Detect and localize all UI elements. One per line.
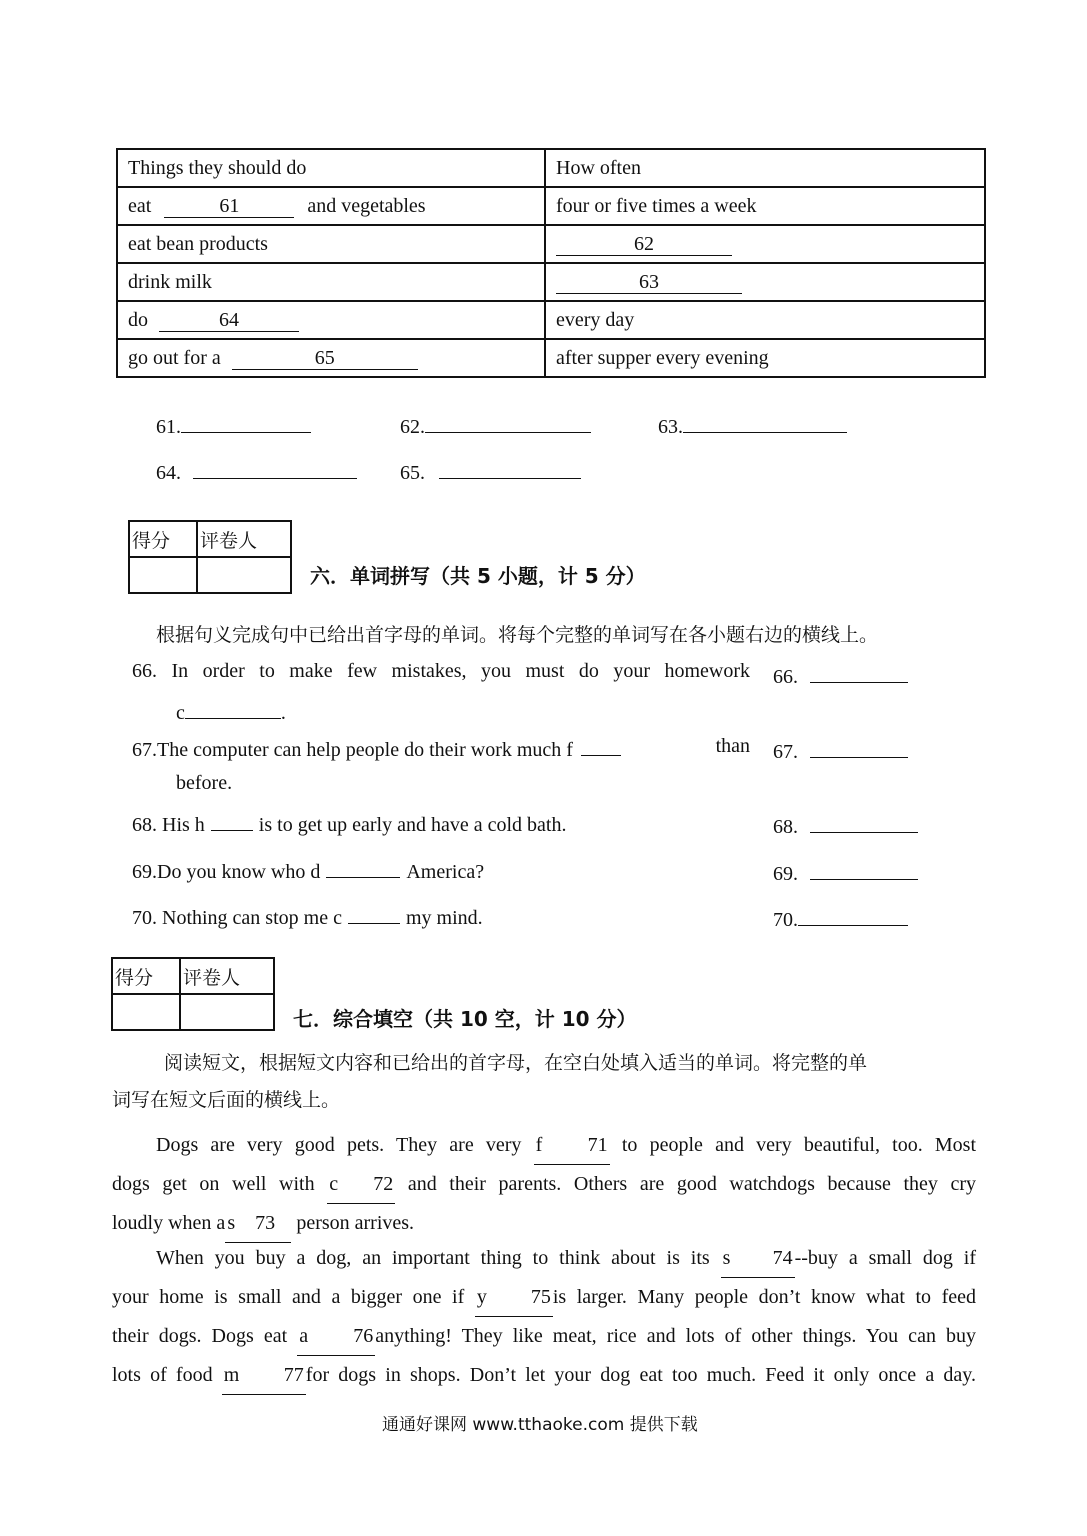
q67-line1: 67.The computer can help people do their work much f than bbox=[132, 735, 750, 761]
p2-line3: their dogs. Dogs eat a 76 anything! They like meat, rice and lots of other things. You can buy bbox=[112, 1317, 976, 1356]
blank-73: s 73 bbox=[225, 1204, 291, 1243]
table-row bbox=[117, 339, 985, 377]
answer-64: 64. bbox=[156, 456, 357, 485]
grader-cell[interactable] bbox=[197, 557, 291, 593]
answer-67: 67. bbox=[773, 735, 908, 764]
header-things: Things they should do bbox=[117, 149, 545, 187]
score-cell[interactable] bbox=[112, 994, 180, 1030]
blank-74: s 74 bbox=[721, 1239, 795, 1278]
score-box bbox=[111, 957, 275, 1031]
answer-66: 66. bbox=[773, 660, 908, 689]
answer-66-line[interactable] bbox=[810, 660, 908, 683]
answer-67-line[interactable] bbox=[810, 735, 908, 758]
blank-75: y 75 bbox=[475, 1278, 553, 1317]
blank-72: c 72 bbox=[327, 1165, 395, 1204]
passage-paragraph-1 bbox=[112, 1126, 976, 1243]
q69-inline-blank bbox=[326, 857, 400, 878]
row2-col1: eat bean products bbox=[117, 225, 545, 263]
answer-68: 68. bbox=[773, 810, 918, 839]
health-table bbox=[116, 148, 986, 378]
q70: 70. Nothing can stop me c my mind. bbox=[132, 903, 483, 930]
answer-64-line[interactable] bbox=[193, 456, 357, 479]
p1-line1: Dogs are very good pets. They are very f 71 to people and very beautiful, too. Most bbox=[112, 1126, 976, 1165]
answer-69: 69. bbox=[773, 857, 918, 886]
blank-62: 62 bbox=[556, 233, 732, 256]
answer-65: 65. bbox=[400, 456, 581, 485]
score-label: 得分 bbox=[112, 958, 180, 994]
answer-69-line[interactable] bbox=[810, 857, 918, 880]
q69: 69.Do you know who d America? bbox=[132, 857, 484, 884]
section7-title: 七．综合填空（共 10 空，计 10 分） bbox=[293, 1007, 637, 1031]
answer-63-line[interactable] bbox=[683, 410, 847, 433]
row1-col1: eat 61 and vegetables bbox=[117, 187, 545, 225]
section7-instruction-line2: 词写在短文后面的横线上。 bbox=[112, 1089, 341, 1111]
score-cell[interactable] bbox=[129, 557, 197, 593]
q67-line2: before. bbox=[176, 772, 233, 794]
p2-line2: your home is small and a bigger one if y 75 is larger. Many people don’t know what to feed bbox=[112, 1278, 976, 1317]
score-label: 得分 bbox=[129, 521, 197, 557]
p2-line4: lots of food m 77 for dogs in shops. Don’t let your dog eat too much. Feed it only once a day. bbox=[112, 1356, 976, 1395]
row2-col2 bbox=[545, 225, 985, 263]
p1-line2: dogs get on well with c 72 and their parents. Others are good watchdogs because they cry bbox=[112, 1165, 976, 1204]
row3-col2 bbox=[545, 263, 985, 301]
blank-65: 65 bbox=[232, 347, 418, 370]
answer-68-line[interactable] bbox=[810, 810, 918, 833]
blank-71: f 71 bbox=[534, 1126, 610, 1165]
blank-63: 63 bbox=[556, 271, 742, 294]
row1-col2: four or five times a week bbox=[545, 187, 985, 225]
page-footer: 通通好课网 www.tthaoke.com 提供下载 bbox=[382, 1415, 698, 1435]
blank-77: m 77 bbox=[222, 1356, 306, 1395]
q68-inline-blank bbox=[211, 810, 253, 831]
answer-63: 63. bbox=[658, 410, 847, 439]
score-box bbox=[128, 520, 292, 594]
p2-line1: When you buy a dog, an important thing to think about is its s 74 --buy a small dog if bbox=[112, 1239, 976, 1278]
row5-col1: go out for a 65 bbox=[117, 339, 545, 377]
row3-col1: drink milk bbox=[117, 263, 545, 301]
row4-col2: every day bbox=[545, 301, 985, 339]
q68: 68. His h is to get up early and have a cold bath. bbox=[132, 810, 566, 837]
grader-label: 评卷人 bbox=[180, 958, 274, 994]
blank-64: 64 bbox=[159, 309, 299, 332]
blank-61: 61 bbox=[164, 195, 294, 218]
p1-line3: loudly when a s 73 person arrives. bbox=[112, 1204, 976, 1243]
answer-70: 70. bbox=[773, 903, 908, 932]
q66-line2: c . bbox=[176, 698, 286, 725]
grader-cell[interactable] bbox=[180, 994, 274, 1030]
table-header-row bbox=[117, 149, 985, 187]
header-how-often: How often bbox=[545, 149, 985, 187]
answer-61-line[interactable] bbox=[181, 410, 311, 433]
table-row bbox=[117, 225, 985, 263]
q67-inline-blank bbox=[581, 735, 621, 756]
answer-61: 61. bbox=[156, 410, 311, 439]
section6-title: 六．单词拼写（共 5 小题，计 5 分） bbox=[310, 564, 646, 588]
row5-col2: after supper every evening bbox=[545, 339, 985, 377]
grader-label: 评卷人 bbox=[197, 521, 291, 557]
blank-76: a 76 bbox=[297, 1317, 375, 1356]
row4-col1: do 64 bbox=[117, 301, 545, 339]
q70-inline-blank bbox=[348, 903, 400, 924]
section7-instruction-line1: 阅读短文，根据短文内容和已给出的首字母，在空白处填入适当的单词。将完整的单 bbox=[164, 1052, 868, 1074]
table-row bbox=[117, 263, 985, 301]
table-row bbox=[117, 187, 985, 225]
answer-65-line[interactable] bbox=[439, 456, 581, 479]
section6-instruction: 根据句义完成句中已给出首字母的单词。将每个完整的单词写在各小题右边的横线上。 bbox=[156, 624, 879, 646]
q66-inline-blank bbox=[185, 698, 281, 719]
answer-62: 62. bbox=[400, 410, 591, 439]
q66-line1: 66. In order to make few mistakes, you must do your homework bbox=[132, 660, 750, 682]
passage-paragraph-2 bbox=[112, 1239, 976, 1395]
answer-62-line[interactable] bbox=[425, 410, 591, 433]
answer-70-line[interactable] bbox=[798, 903, 908, 926]
table-row bbox=[117, 301, 985, 339]
